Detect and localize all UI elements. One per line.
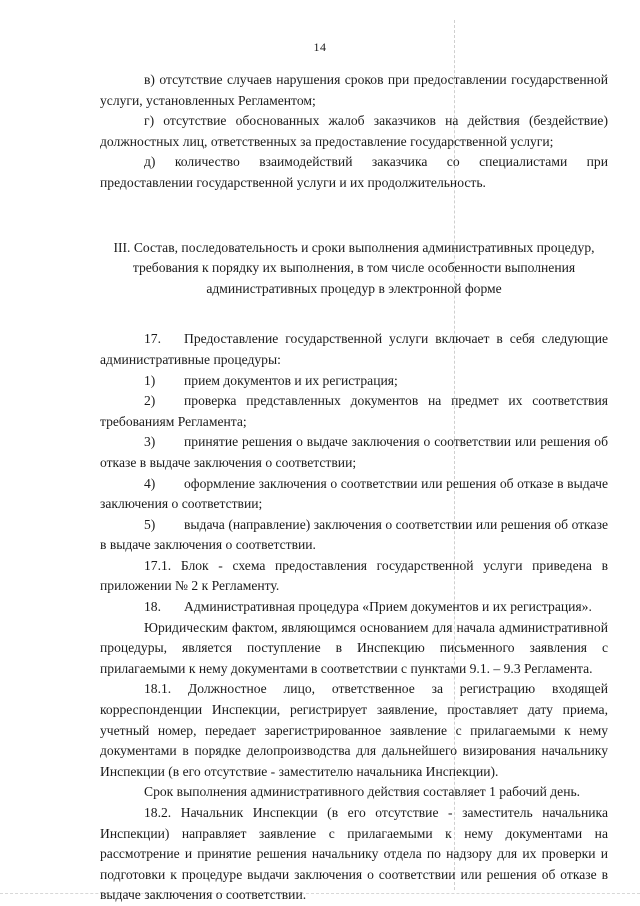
item-number: 3) [144, 434, 156, 450]
list-item [100, 432, 608, 473]
paragraph: 17.1. Блок - схема предоставления государственной услуги приведена в приложении № 2 к Регламенту. [100, 557, 608, 594]
item-number: 1) [144, 372, 156, 388]
list-item [100, 391, 608, 432]
paragraph: Юридическим фактом, являющимся основанием для начала административной процедуры, является поступление в Инспекцию письменного заявления с прилагаемыми к нему документами в соответствии с пунктами 9.1. – 9.3 Регламента. [100, 619, 608, 676]
paragraph: Срок выполнения административного действия составляет 1 рабочий день. [144, 784, 581, 800]
document-body [100, 70, 608, 906]
item-number: 5) [144, 516, 156, 532]
list-item [100, 474, 608, 515]
paragraph: д) количество взаимодействий заказчика со специалистами при предоставлении государственной услуги и их продолжительность. [100, 154, 608, 190]
item-text: прием документов и их регистрация; [184, 372, 398, 388]
list-item [100, 597, 608, 618]
item-number: 18. [144, 599, 161, 615]
item-text: проверка представленных документов на предмет их соответствия требованиям Регламента; [100, 393, 608, 429]
item-number: 4) [144, 475, 156, 491]
item-text: оформление заключения о соответствии или решения об отказе в выдаче заключения о соответствии; [100, 475, 608, 512]
list-item [100, 515, 608, 556]
item-number: 17. [144, 331, 161, 347]
list-item [100, 329, 608, 370]
item-text: выдача (направление) заключения о соответствии или решения об отказе в выдаче заключения о соответствии. [100, 516, 608, 553]
paragraph: в) отсутствие случаев нарушения сроков при предоставлении государственной услуги, установленных Регламентом; [100, 72, 608, 108]
paragraph: г) отсутствие обоснованных жалоб заказчиков на действия (бездействие) должностных лиц, ответственных за предоставление государственной услуги; [100, 113, 608, 149]
item-number: 2) [144, 393, 156, 409]
paragraph: 18.1. Должностное лицо, ответственное за регистрацию входящей корреспонденции Инспекции, регистрирует заявление, проставляет дату приема, учетный номер, передает зарегистрированное заявление с прилагаемыми к нему документами в порядке делопроизводства для дальнейшего визирования начальнику Инспекции (в его отсутствие - заместителю начальника Инспекции). [100, 681, 608, 779]
paragraph: 18.2. Начальник Инспекции (в его отсутствие - заместитель начальника Инспекции) направляет заявление с прилагаемыми к нему документами на рассмотрение и принятие решения начальнику отдела по надзору для их проверки и подготовки к процедуре выдачи заключения о соответствии или решения об отказе в выдаче заключения о соответствии. [100, 805, 608, 903]
item-text: принятие решения о выдаче заключения о соответствии или решения об отказе в выдаче заключения о соответствии; [100, 434, 608, 470]
page-number: 14 [313, 40, 327, 54]
list-item [100, 371, 608, 392]
item-text: Административная процедура «Прием документов и их регистрация». [184, 599, 592, 615]
section-heading: III. Состав, последовательность и сроки выполнения административных процедур, требования к порядку их выполнения, в том числе особенности выполнения административных процедур в электронной форме [113, 239, 595, 296]
item-text: Предоставление государственной услуги включает в себя следующие административные процедуры: [100, 331, 608, 367]
